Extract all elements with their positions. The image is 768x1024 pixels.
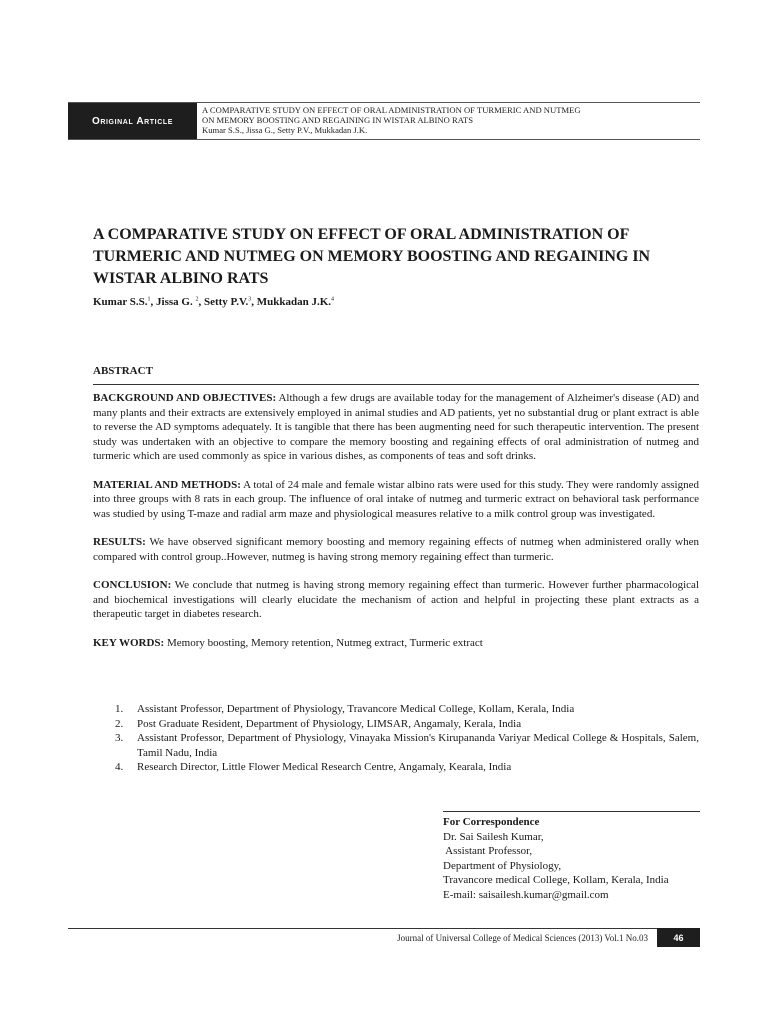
section-label: BACKGROUND AND OBJECTIVES: <box>93 392 277 404</box>
abstract-background <box>93 391 699 464</box>
abstract-results <box>93 535 699 564</box>
abstract-heading: ABSTRACT <box>93 365 699 385</box>
running-title-line-2: ON MEMORY BOOSTING AND REGAINING IN WISTAR ALBINO RATS <box>202 115 473 125</box>
running-header <box>68 102 700 140</box>
author-2 <box>156 296 204 308</box>
keywords-label: KEY WORDS: <box>93 636 165 649</box>
correspondence-name: Dr. Sai Sailesh Kumar, <box>443 830 544 843</box>
abstract-methods <box>93 478 699 522</box>
section-label: RESULTS: <box>93 536 146 548</box>
affiliation-number: 3. <box>115 732 124 744</box>
affiliation-text: Research Director, Little Flower Medical Research Centre, Angamaly, Kearala, India <box>137 761 512 773</box>
article-type-badge: Original Article <box>68 103 197 139</box>
author-separator: , <box>150 296 157 308</box>
keywords <box>93 636 699 651</box>
author-separator: , <box>198 296 204 308</box>
abstract-body <box>93 391 699 664</box>
affiliation-number: 1. <box>115 703 124 715</box>
affiliation-item <box>115 731 699 760</box>
author-affiliation-mark: 2 <box>195 296 199 303</box>
journal-citation: Journal of Universal College of Medical Sciences (2013) Vol.1 No.03 <box>397 933 648 943</box>
correspondence-block <box>443 811 700 902</box>
author-3 <box>204 296 257 308</box>
author-affiliation-mark: 4 <box>331 296 335 303</box>
author-list <box>93 296 693 308</box>
correspondence-position: Assistant Professor, <box>443 845 533 857</box>
running-header-text <box>202 105 697 135</box>
affiliation-number: 4. <box>115 761 124 773</box>
section-label: CONCLUSION: <box>93 579 172 591</box>
section-text: Although a few drugs are available today for the management of Alzheimer's disease (AD) and many plants and their extracts are extensively employed in animal studies and AD patients, yet no substantial drug or plant extract is able to reverse the AD symptoms adequately. It is tangible that there has been augmenting need for such therapeutic intervention. The present study was undertaken with an objective to compare the memory boosting and regaining effects of oral administration of nutmeg and turmeric which are used commonly as spice in various dishes, as components of teas and soft drinks. <box>93 392 700 462</box>
section-text: A total of 24 male and female wistar albino rats were used for this study. They were randomly assigned into three groups with 8 rats in each group. The influence of oral intake of nutmeg and turmeric extract on behavioral task performance was studied by using T-maze and radial arm maze and physiological measures relative to a milk control group was investigated. <box>93 478 699 520</box>
author-name: Kumar S.S. <box>93 296 148 308</box>
affiliation-text: Post Graduate Resident, Department of Physiology, LIMSAR, Angamaly, Kerala, India <box>137 717 522 730</box>
footer-divider <box>68 928 700 929</box>
affiliation-number: 2. <box>115 717 124 730</box>
author-name: Mukkadan J.K. <box>256 296 332 308</box>
author-separator: , <box>251 296 257 308</box>
affiliation-text: Assistant Professor, Department of Physiology, Vinayaka Mission's Kirupananda Variyar Medical College & Hospitals, Salem, Tamil Nadu, India <box>137 732 699 759</box>
running-authors: Kumar S.S., Jissa G., Setty P.V., Mukkadan J.K. <box>202 125 368 135</box>
running-title-line-1: A COMPARATIVE STUDY ON EFFECT OF ORAL ADMINISTRATION OF TURMERIC AND NUTMEG <box>202 105 581 115</box>
author-affiliation-mark: 1 <box>147 296 151 303</box>
page-number: 46 <box>657 928 700 947</box>
author-1 <box>93 296 156 308</box>
author-affiliation-mark: 3 <box>248 296 252 303</box>
correspondence-email: E-mail: saisailesh.kumar@gmail.com <box>443 888 609 901</box>
affiliation-item <box>115 760 699 775</box>
correspondence-heading: For Correspondence <box>443 816 540 828</box>
correspondence-institution: Travancore medical College, Kollam, Kerala, India <box>443 874 669 886</box>
affiliation-list <box>115 702 699 775</box>
abstract-conclusion <box>93 578 699 622</box>
affiliation-text: Assistant Professor, Department of Physiology, Travancore Medical College, Kollam, Kerala, India <box>137 703 575 715</box>
keywords-text: Memory boosting, Memory retention, Nutmeg extract, Turmeric extract <box>166 636 483 649</box>
affiliation-item <box>115 702 699 717</box>
section-text: We have observed significant memory boosting and memory regaining effects of nutmeg when administered orally when compared with control group..However, nutmeg is having strong memory regaining effect than turmeric. <box>93 536 699 563</box>
author-4 <box>257 296 334 308</box>
section-text: We conclude that nutmeg is having strong memory regaining effect than turmeric. However further pharmacological and biochemical investigations will clearly elucidate the mechanism of action and helpful in projecting these plant extracts as a therapeutic target in diabetes research. <box>93 579 699 620</box>
article-title: A COMPARATIVE STUDY ON EFFECT OF ORAL ADMINISTRATION OF TURMERIC AND NUTMEG ON MEMORY BOOSTING AND REGAINING IN WISTAR ALBINO RATS <box>93 226 651 287</box>
section-label: MATERIAL AND METHODS: <box>93 478 241 491</box>
author-name: Setty P.V. <box>203 296 249 308</box>
correspondence-department: Department of Physiology, <box>443 859 562 872</box>
author-name: Jissa G. <box>156 296 196 308</box>
affiliation-item <box>115 717 699 732</box>
